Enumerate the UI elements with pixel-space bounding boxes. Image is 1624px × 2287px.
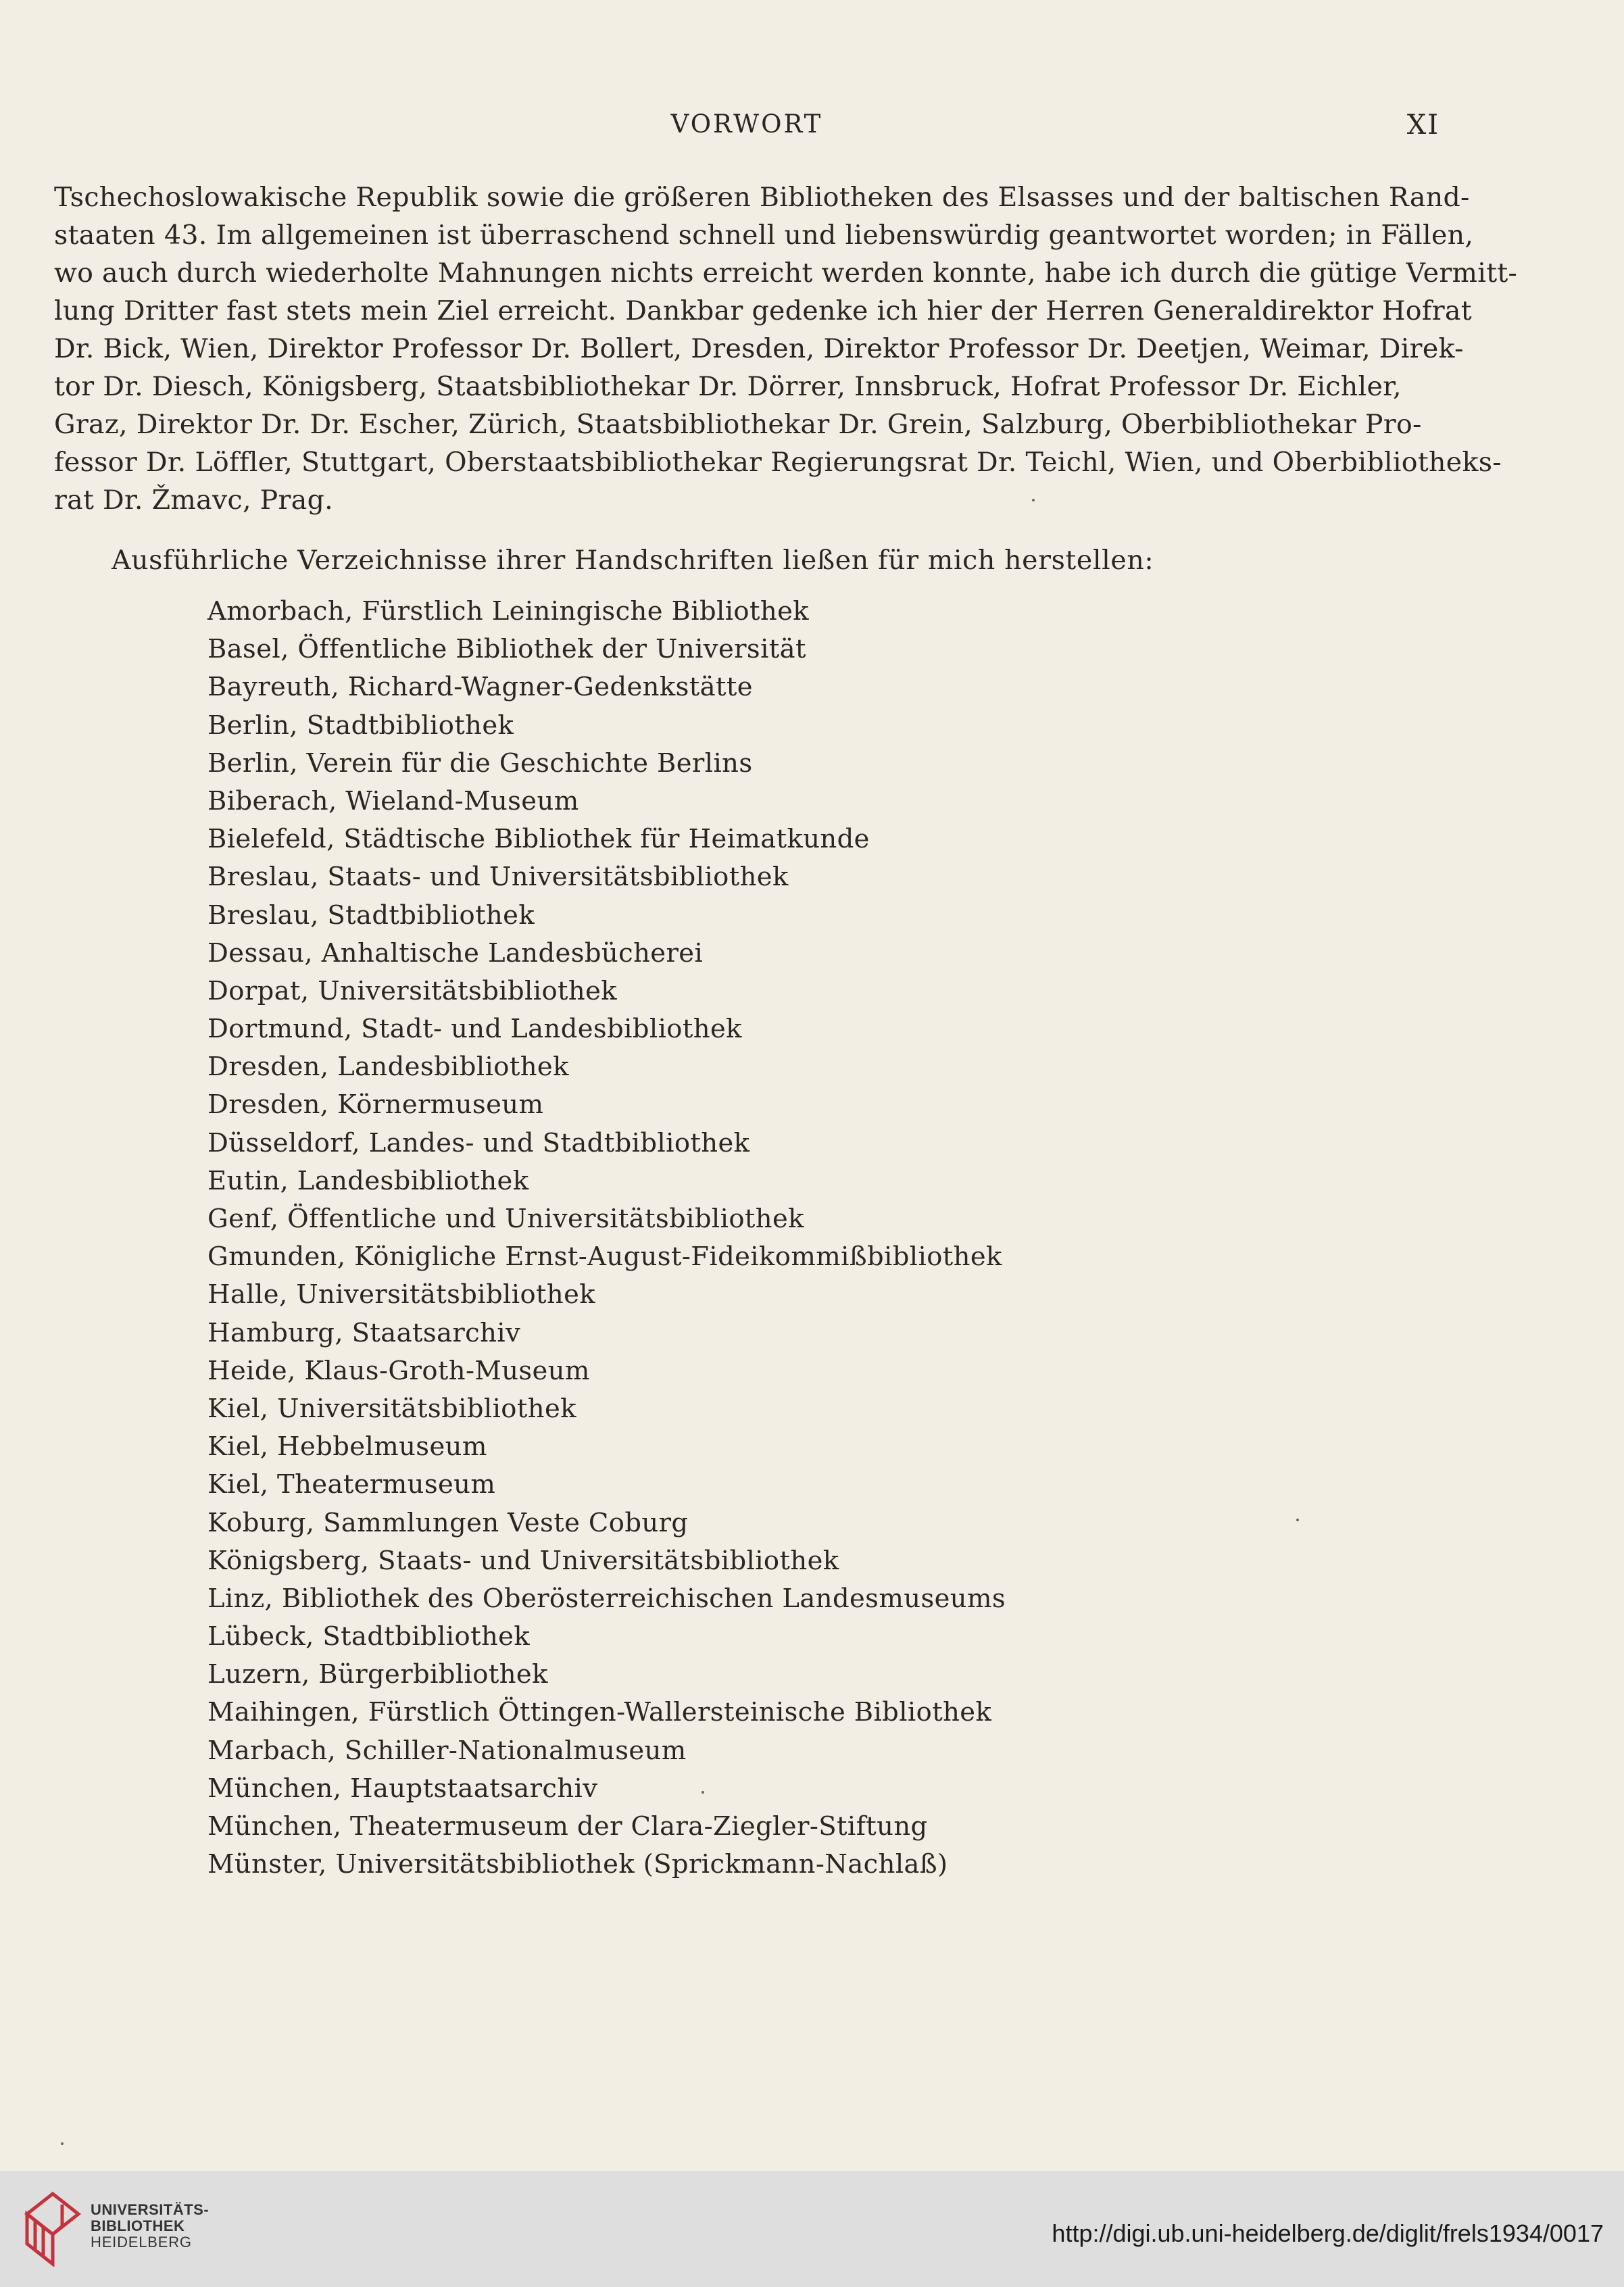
list-item: Bayreuth, Richard-Wagner-Gedenkstätte bbox=[207, 672, 753, 703]
paragraph-line: lung Dritter fast stets mein Ziel erreicht. Dankbar gedenke ich hier der Herren Generaldirektor Hofrat bbox=[54, 295, 1472, 326]
list-item: Düsseldorf, Landes- und Stadtbibliothek bbox=[207, 1127, 750, 1158]
logo-line-heidelberg: HEIDELBERG bbox=[91, 2234, 192, 2251]
list-item: Basel, Öffentliche Bibliothek der Universität bbox=[207, 634, 806, 665]
list-item: Hamburg, Staatsarchiv bbox=[207, 1317, 521, 1348]
list-item: Dresden, Landesbibliothek bbox=[207, 1052, 569, 1083]
list-item: Bielefeld, Städtische Bibliothek für Heimatkunde bbox=[207, 824, 870, 855]
list-item: Linz, Bibliothek des Oberösterreichischen Landesmuseums bbox=[207, 1583, 1006, 1614]
list-item: Breslau, Stadtbibliothek bbox=[207, 900, 535, 931]
list-item: Dorpat, Universitätsbibliothek bbox=[207, 975, 618, 1006]
print-speck bbox=[1032, 499, 1035, 501]
list-item: Maihingen, Fürstlich Öttingen-Wallersteinische Bibliothek bbox=[207, 1697, 992, 1728]
list-item: Breslau, Staats- und Universitätsbibliothek bbox=[207, 862, 789, 893]
print-speck bbox=[61, 2142, 64, 2145]
list-item: Koburg, Sammlungen Veste Coburg bbox=[207, 1507, 689, 1538]
print-speck bbox=[702, 1791, 704, 1794]
list-item: Kiel, Hebbelmuseum bbox=[207, 1431, 487, 1462]
paragraph-line: fessor Dr. Löffler, Stuttgart, Oberstaatsbibliothekar Regierungsrat Dr. Teichl, Wien, und Oberbibliotheks- bbox=[54, 447, 1502, 478]
list-item: München, Hauptstaatsarchiv bbox=[207, 1773, 598, 1804]
page-header bbox=[54, 109, 1440, 150]
logo-line-bibliothek: BIBLIOTHEK bbox=[91, 2217, 185, 2234]
list-item: Amorbach, Fürstlich Leiningische Bibliothek bbox=[207, 596, 809, 626]
library-list bbox=[207, 593, 1006, 1884]
print-speck bbox=[1296, 1519, 1299, 1521]
list-item: Kiel, Universitätsbibliothek bbox=[207, 1393, 576, 1424]
list-item: Berlin, Stadtbibliothek bbox=[207, 710, 514, 741]
list-item: Genf, Öffentliche und Universitätsbibliothek bbox=[207, 1204, 804, 1234]
library-logo-text bbox=[91, 2202, 209, 2251]
list-item: Lübeck, Stadtbibliothek bbox=[207, 1621, 531, 1652]
list-item: Dortmund, Stadt- und Landesbibliothek bbox=[207, 1014, 742, 1045]
body-paragraph bbox=[54, 178, 1518, 519]
list-item: Königsberg, Staats- und Universitätsbibliothek bbox=[207, 1545, 839, 1576]
digitization-footer bbox=[0, 2171, 1624, 2287]
list-item: Dessau, Anhaltische Landesbücherei bbox=[207, 937, 704, 968]
library-logo-icon bbox=[15, 2191, 82, 2267]
list-item: Heide, Klaus-Groth-Museum bbox=[207, 1355, 590, 1386]
paragraph-line: wo auch durch wiederholte Mahnungen nichts erreicht werden konnte, habe ich durch die gütige Vermitt- bbox=[54, 257, 1518, 289]
list-intro: Ausführliche Verzeichnisse ihrer Handschriften ließen für mich herstellen: bbox=[112, 545, 1154, 576]
running-title: VORWORT bbox=[670, 109, 823, 139]
list-item: Eutin, Landesbibliothek bbox=[207, 1165, 529, 1196]
page-number: XI bbox=[1406, 109, 1440, 141]
logo-line-universitaets: UNIVERSITÄTS- bbox=[91, 2201, 210, 2218]
list-item: Marbach, Schiller-Nationalmuseum bbox=[207, 1735, 687, 1766]
paragraph-line: Graz, Direktor Dr. Dr. Escher, Zürich, Staatsbibliothekar Dr. Grein, Salzburg, Oberbibliothekar Pro- bbox=[54, 409, 1422, 440]
paragraph-line: staaten 43. Im allgemeinen ist überraschend schnell und liebenswürdig geantwortet worden; in Fällen, bbox=[54, 220, 1474, 251]
permalink-url[interactable]: http://digi.ub.uni-heidelberg.de/diglit/frels1934/0017 bbox=[1052, 2219, 1604, 2247]
paragraph-line: tor Dr. Diesch, Königsberg, Staatsbibliothekar Dr. Dörrer, Innsbruck, Hofrat Professor Dr. Eichler, bbox=[54, 371, 1402, 402]
list-item: München, Theatermuseum der Clara-Ziegler-Stiftung bbox=[207, 1811, 928, 1842]
list-item: Dresden, Körnermuseum bbox=[207, 1089, 544, 1121]
list-item: Münster, Universitätsbibliothek (Sprickmann-Nachlaß) bbox=[207, 1849, 948, 1880]
list-item: Halle, Universitätsbibliothek bbox=[207, 1279, 596, 1310]
list-item: Luzern, Bürgerbibliothek bbox=[207, 1659, 548, 1690]
paragraph-line: Tschechoslowakische Republik sowie die größeren Bibliotheken des Elsasses und der baltischen Rand- bbox=[54, 182, 1470, 213]
paragraph-line: rat Dr. Žmavc, Prag. bbox=[54, 485, 334, 516]
paragraph-line: Dr. Bick, Wien, Direktor Professor Dr. Bollert, Dresden, Direktor Professor Dr. Deetjen, Weimar, Direk- bbox=[54, 333, 1464, 364]
list-item: Biberach, Wieland-Museum bbox=[207, 785, 579, 816]
list-item: Kiel, Theatermuseum bbox=[207, 1469, 496, 1500]
list-item: Berlin, Verein für die Geschichte Berlins bbox=[207, 747, 753, 779]
list-item: Gmunden, Königliche Ernst-August-Fideikommißbibliothek bbox=[207, 1241, 1002, 1273]
